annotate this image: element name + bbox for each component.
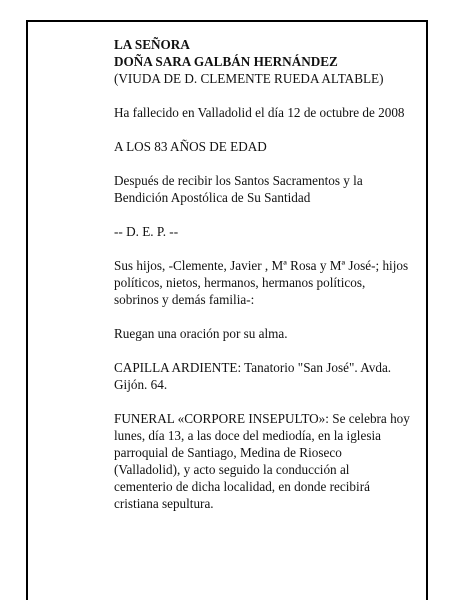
funeral-paragraph: [114, 410, 414, 512]
family-line: sobrinos y demás familia-:: [114, 292, 255, 307]
death-announcement: [114, 104, 414, 121]
widow-of-line: (VIUDA DE D. CLEMENTE RUEDA ALTABLE): [114, 71, 384, 86]
rip-paragraph: [114, 223, 414, 240]
sacraments-line: Bendición Apostólica de Su Santidad: [114, 190, 311, 205]
funeral-line: parroquial de Santiago, Medina de Rioseco: [114, 445, 342, 460]
chapel-paragraph: [114, 359, 414, 393]
obituary-content: [114, 36, 414, 529]
age-paragraph: [114, 138, 414, 155]
rip-line: -- D. E. P. --: [114, 224, 179, 239]
funeral-line: lunes, día 13, a las doce del mediodía, en la iglesia: [114, 428, 381, 443]
funeral-line: cristiana sepultura.: [114, 496, 214, 511]
family-paragraph: [114, 257, 414, 308]
prayer-line: Ruegan una oración por su alma.: [114, 326, 288, 341]
age-line: A LOS 83 AÑOS DE EDAD: [114, 139, 267, 154]
prayer-paragraph: [114, 325, 414, 342]
funeral-line: FUNERAL «CORPORE INSEPULTO»: Se celebra hoy: [114, 411, 410, 426]
family-line: políticos, nietos, hermanos, hermanos políticos,: [114, 275, 366, 290]
chapel-line: Gijón. 64.: [114, 377, 168, 392]
funeral-line: (Valladolid), y acto seguido la conducción al: [114, 462, 350, 477]
deceased-header: [114, 36, 414, 87]
title-la-senora: LA SEÑORA: [114, 37, 190, 52]
sacraments-paragraph: [114, 172, 414, 206]
funeral-line: cementerio de dicha localidad, en donde recibirá: [114, 479, 370, 494]
deceased-name: DOÑA SARA GALBÁN HERNÁNDEZ: [114, 54, 338, 69]
chapel-line: CAPILLA ARDIENTE: Tanatorio "San José". Avda.: [114, 360, 392, 375]
sacraments-line: Después de recibir los Santos Sacramentos y la: [114, 173, 363, 188]
family-line: Sus hijos, -Clemente, Javier , Mª Rosa y Mª José-; hijos: [114, 258, 409, 273]
death-line: Ha fallecido en Valladolid el día 12 de octubre de 2008: [114, 105, 405, 120]
